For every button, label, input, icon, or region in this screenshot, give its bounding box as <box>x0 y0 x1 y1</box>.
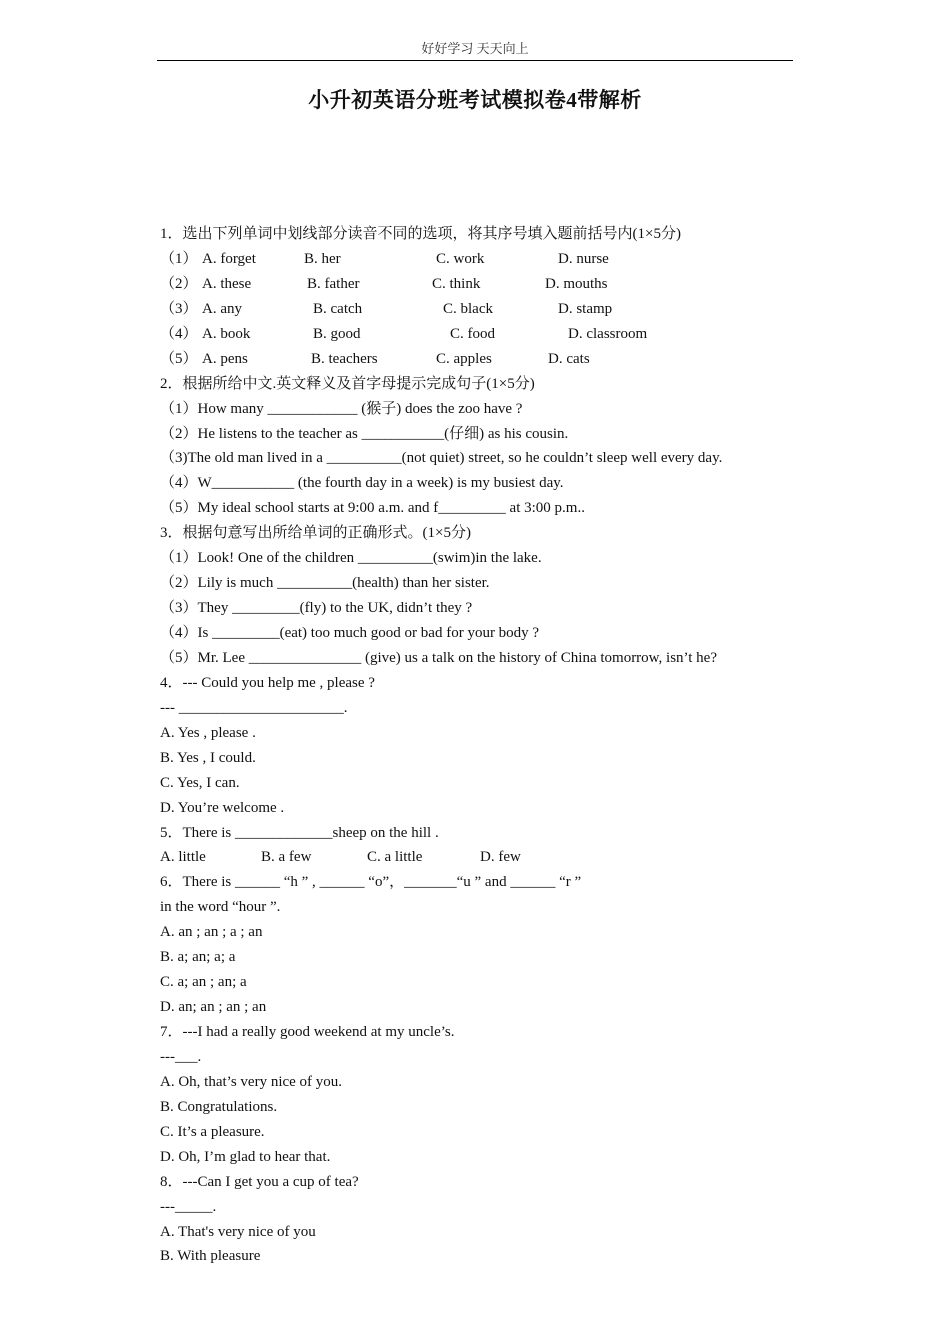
q1-item-3-option-d: D. stamp <box>558 300 613 317</box>
q1-item-3 <box>160 297 800 322</box>
q1-item-5-option-b: B. teachers <box>311 350 378 367</box>
q2-line-5: （5）My ideal school starts at 9:00 a.m. and f_________ at 3:00 p.m.. <box>160 500 585 517</box>
q3-line-4: （4）Is _________(eat) too much good or bad for your body ? <box>160 625 540 641</box>
q1-item-4-number: （4） <box>160 325 198 342</box>
q2-line-1: （1）How many ____________ (猴子) does the zoo have ? <box>160 400 523 417</box>
q3-line-3: （3）They _________(fly) to the UK, didn’t they ? <box>160 600 473 617</box>
q5-stem: 5．There is _____________sheep on the hill . <box>160 824 439 841</box>
q6-stem: 6．There is ______ “h ” , ______ “o”，_______“u ” and ______ “r ” <box>160 874 582 891</box>
q8-stem: 8．---Can I get you a cup of tea? <box>160 1173 359 1190</box>
q3-line-1: （1）Look! One of the children __________(swim)in the lake. <box>160 550 542 567</box>
q1-item-4-option-b: B. good <box>313 325 361 342</box>
q1-item-1 <box>160 247 800 272</box>
q1-item-2-option-d: D. mouths <box>545 275 608 292</box>
q1-item-2 <box>160 272 800 297</box>
q1-item-5-option-d: D. cats <box>548 350 590 367</box>
document-body <box>160 222 800 1269</box>
q1-item-3-option-a: A. any <box>202 300 242 317</box>
q5-option-a: A. little <box>160 849 206 866</box>
q1-item-4-option-c: C. food <box>450 325 495 342</box>
q4-option-b: B. Yes , I could. <box>160 749 256 766</box>
q1-item-2-number: （2） <box>160 275 198 292</box>
q7-option-a: A. Oh, that’s very nice of you. <box>160 1073 343 1090</box>
q1-item-1-option-b: B. her <box>304 250 341 267</box>
q2-heading: 2．根据所给中文.英文释义及首字母提示完成句子(1×5分) <box>160 375 535 392</box>
q8-answer-blank: ---_____. <box>160 1198 217 1215</box>
q7-option-b: B. Congratulations. <box>160 1098 278 1115</box>
document-title: 小升初英语分班考试模拟卷4带解析 <box>308 88 642 112</box>
q4-answer-blank: --- ______________________. <box>160 699 348 716</box>
q1-item-1-option-d: D. nurse <box>558 250 609 267</box>
q5-options <box>160 845 800 870</box>
q5-option-d: D. few <box>480 849 521 866</box>
q7-option-c: C. It’s a pleasure. <box>160 1123 265 1140</box>
q7-stem: 7．---I had a really good weekend at my uncle’s. <box>160 1024 455 1040</box>
q6-option-c: C. a; an ; an; a <box>160 974 247 991</box>
page-header: 好好学习 天天向上 <box>421 41 529 56</box>
q1-item-3-option-c: C. black <box>443 300 493 317</box>
q7-answer-blank: ---___. <box>160 1048 202 1065</box>
q8-option-b: B. With pleasure <box>160 1248 261 1265</box>
header-divider <box>157 60 793 61</box>
q2-line-2: （2）He listens to the teacher as ___________(仔细) as his cousin. <box>160 425 569 442</box>
q4-option-d: D. You’re welcome . <box>160 799 285 816</box>
q3-heading: 3．根据句意写出所给单词的正确形式。(1×5分) <box>160 525 471 542</box>
q5-option-b: B. a few <box>261 849 312 866</box>
q2-line-4: （4）W___________ (the fourth day in a week) is my busiest day. <box>160 475 564 492</box>
q1-item-3-option-b: B. catch <box>313 300 363 317</box>
q6-option-a: A. an ; an ; a ; an <box>160 924 263 941</box>
q1-item-1-option-a: A. forget <box>202 250 256 267</box>
q2-line-3: （3)The old man lived in a __________(not quiet) street, so he couldn’t sleep well every day. <box>160 450 723 467</box>
q4-option-a: A. Yes , please . <box>160 724 256 741</box>
q1-item-1-number: （1） <box>160 250 198 267</box>
q1-item-2-option-c: C. think <box>432 275 481 292</box>
q1-item-4 <box>160 322 800 347</box>
q1-item-4-option-d: D. classroom <box>568 325 648 342</box>
q3-line-5: （5）Mr. Lee _______________ (give) us a talk on the history of China tomorrow, isn’t he? <box>160 649 717 666</box>
q1-item-5-option-c: C. apples <box>436 350 492 367</box>
q4-stem: 4．--- Could you help me , please ? <box>160 674 375 691</box>
q1-item-4-option-a: A. book <box>202 325 251 342</box>
q3-line-2: （2）Lily is much __________(health) than her sister. <box>160 575 490 592</box>
q8-option-a: A. That's very nice of you <box>160 1223 316 1240</box>
q1-heading: 1．选出下列单词中划线部分读音不同的选项，将其序号填入题前括号内(1×5分) <box>160 226 681 242</box>
q1-item-1-option-c: C. work <box>436 250 485 267</box>
q6-option-d: D. an; an ; an ; an <box>160 999 267 1016</box>
q1-item-5-option-a: A. pens <box>202 350 248 367</box>
q1-item-3-number: （3） <box>160 300 198 317</box>
q7-option-d: D. Oh, I’m glad to hear that. <box>160 1148 331 1165</box>
q1-item-5-number: （5） <box>160 350 198 367</box>
q5-option-c: C. a little <box>367 849 423 866</box>
q1-item-5 <box>160 347 800 372</box>
q1-item-2-option-a: A. these <box>202 275 252 292</box>
q4-option-c: C. Yes, I can. <box>160 774 240 791</box>
q1-item-2-option-b: B. father <box>307 275 360 292</box>
q6-stem-continued: in the word “hour ”. <box>160 899 281 916</box>
q6-option-b: B. a; an; a; a <box>160 949 236 966</box>
